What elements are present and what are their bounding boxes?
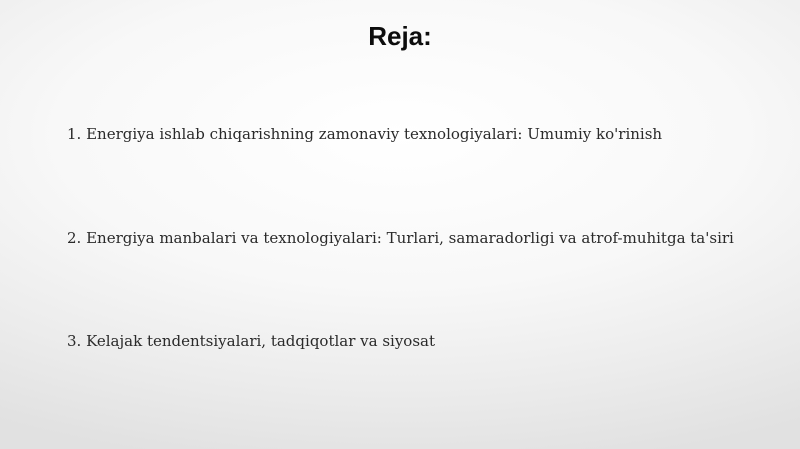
outline-item-3: 3. Kelajak tendentsiyalari, tadqiqotlar va siyosat — [67, 332, 436, 350]
outline-item-2: 2. Energiya manbalari va texnologiyalari: Turlari, samaradorligi va atrof-muhitga ta'siri — [67, 229, 734, 247]
outline-item-1: 1. Energiya ishlab chiqarishning zamonaviy texnologiyalari: Umumiy ko'rinish — [67, 125, 663, 143]
slide-title: Reja: — [368, 21, 432, 51]
